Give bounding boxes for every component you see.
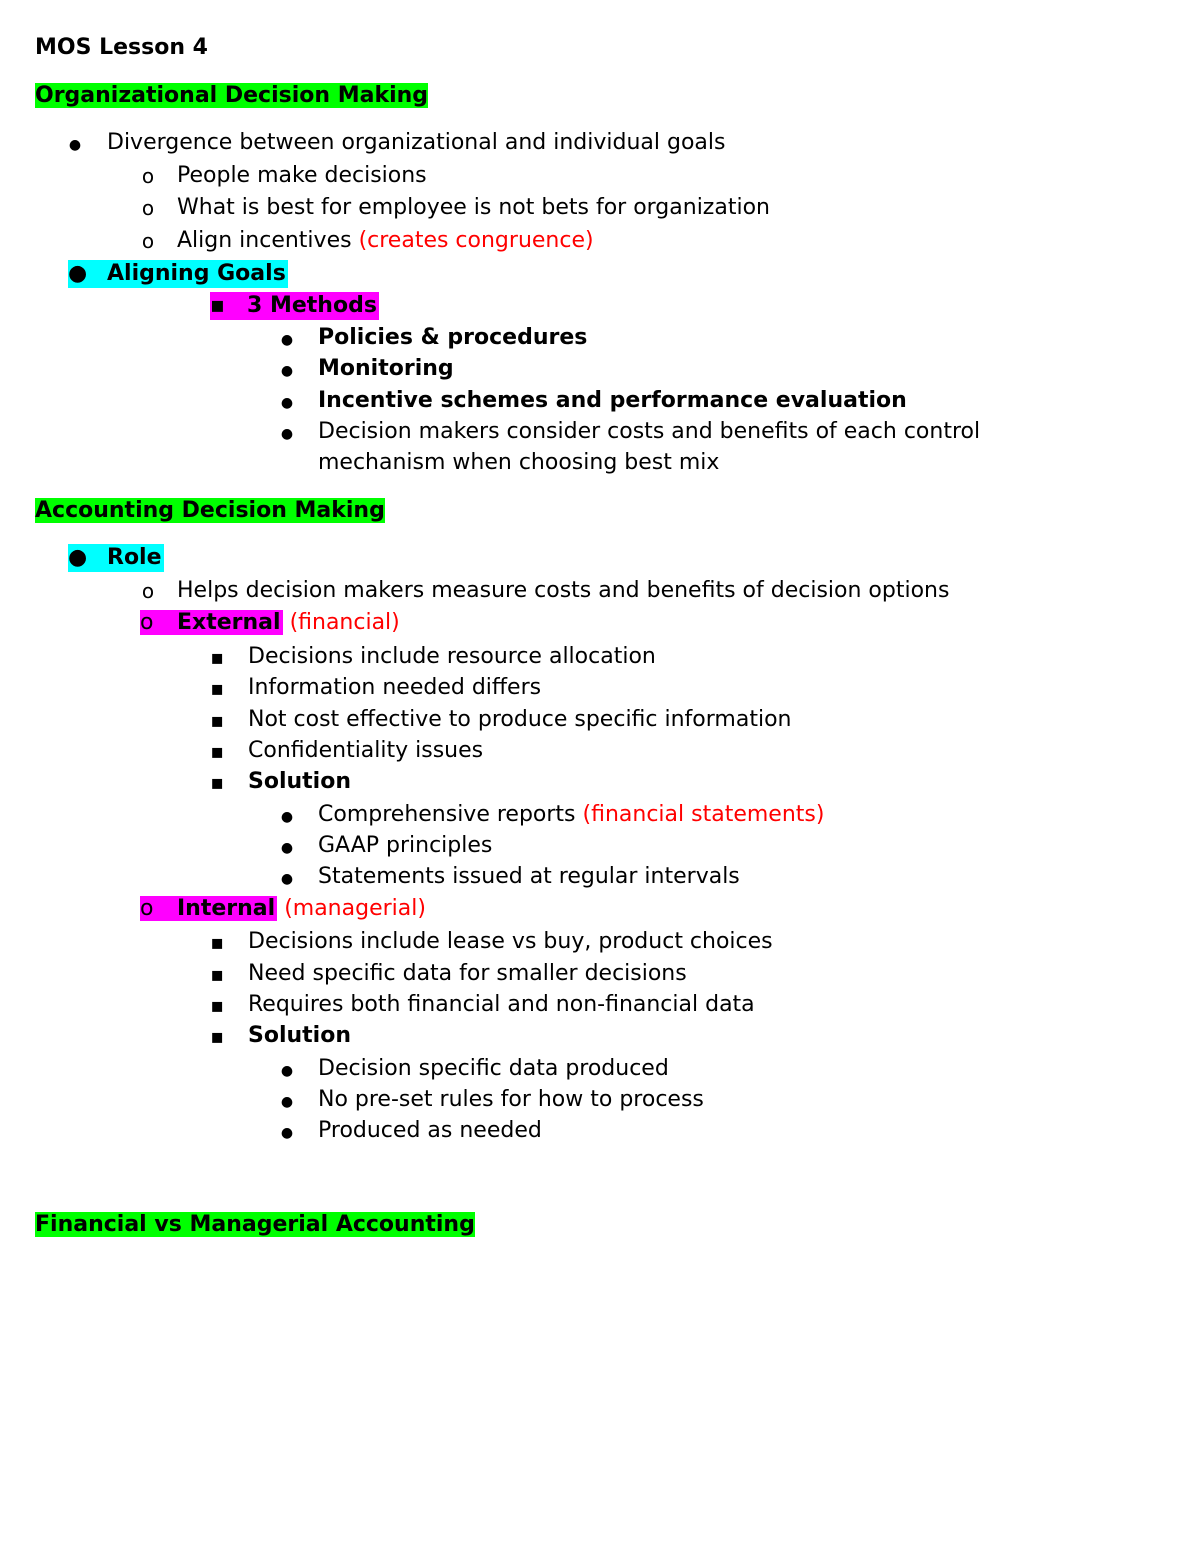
item-text: Align incentives xyxy=(177,228,352,253)
circle-bullet-icon xyxy=(137,162,159,191)
list-item: Need specific data for smaller decisions xyxy=(248,961,687,986)
item-text: Role xyxy=(107,545,162,570)
heading-text: Accounting Decision Making xyxy=(35,498,385,523)
square-bullet-icon xyxy=(206,706,228,735)
square-bullet-icon: ▪ xyxy=(210,293,225,318)
list-item: GAAP principles xyxy=(318,833,493,858)
item-text: Internal xyxy=(177,896,276,921)
list-item: Decisions include lease vs buy, product choices xyxy=(248,929,773,954)
section-heading-organizational xyxy=(35,82,428,110)
list-item-3-methods xyxy=(210,292,379,320)
list-item: Produced as needed xyxy=(318,1118,542,1143)
square-bullet-icon xyxy=(206,737,228,766)
list-item: Requires both financial and non-financial data xyxy=(248,992,755,1017)
annotation-text: (creates congruence) xyxy=(358,228,594,253)
annotation-text: (financial statements) xyxy=(582,802,825,827)
list-item: Statements issued at regular intervals xyxy=(318,864,740,889)
list-item: What is best for employee is not bets for organization xyxy=(177,195,770,220)
list-item: Decisions include resource allocation xyxy=(248,644,656,669)
square-bullet-icon xyxy=(206,674,228,703)
page-title: MOS Lesson 4 xyxy=(35,35,208,60)
bullet-icon xyxy=(276,863,298,893)
highlighted-label xyxy=(140,610,283,635)
bullet-icon xyxy=(276,387,298,417)
list-item: Helps decision makers measure costs and benefits of decision options xyxy=(177,578,950,603)
list-item-continuation: mechanism when choosing best mix xyxy=(318,450,720,475)
list-item-internal xyxy=(140,895,426,923)
list-item: Divergence between organizational and individual goals xyxy=(107,130,726,155)
square-bullet-icon xyxy=(206,768,228,797)
list-item: No pre-set rules for how to process xyxy=(318,1087,704,1112)
list-item xyxy=(177,227,594,255)
list-item: Monitoring xyxy=(318,356,454,381)
bullet-icon xyxy=(64,129,86,159)
item-text: 3 Methods xyxy=(247,293,377,318)
bullet-icon xyxy=(276,418,298,448)
list-item: Not cost effective to produce specific information xyxy=(248,707,792,732)
circle-bullet-icon xyxy=(137,577,159,606)
circle-bullet-icon: o xyxy=(140,610,154,635)
list-item: Information needed differs xyxy=(248,675,542,700)
list-item: People make decisions xyxy=(177,163,427,188)
square-bullet-icon xyxy=(206,1022,228,1051)
item-text: Comprehensive reports xyxy=(318,802,576,827)
bullet-icon xyxy=(276,355,298,385)
square-bullet-icon xyxy=(206,960,228,989)
list-item: Policies & procedures xyxy=(318,325,588,350)
highlighted-label xyxy=(140,896,277,921)
list-item: Solution xyxy=(248,1023,351,1048)
item-text: External xyxy=(177,610,281,635)
list-item: Decision specific data produced xyxy=(318,1056,669,1081)
bullet-icon xyxy=(276,801,298,831)
bullet-icon xyxy=(276,1055,298,1085)
list-item-aligning-goals xyxy=(68,260,288,288)
circle-bullet-icon xyxy=(137,194,159,223)
list-item xyxy=(318,801,824,829)
bullet-icon xyxy=(276,832,298,862)
section-heading-accounting xyxy=(35,497,385,525)
list-item: Solution xyxy=(248,769,351,794)
bullet-icon xyxy=(276,324,298,354)
bullet-icon: ● xyxy=(68,545,88,570)
bullet-icon xyxy=(276,1086,298,1116)
section-heading-financial-vs-managerial xyxy=(35,1211,475,1239)
list-item-role xyxy=(68,544,164,572)
annotation-text: (managerial) xyxy=(284,896,426,921)
circle-bullet-icon xyxy=(137,227,159,256)
square-bullet-icon xyxy=(206,991,228,1020)
annotation-text: (financial) xyxy=(289,610,400,635)
list-item: Incentive schemes and performance evaluation xyxy=(318,388,907,413)
item-text: Aligning Goals xyxy=(107,261,286,286)
bullet-icon: ● xyxy=(68,261,88,286)
list-item: Decision makers consider costs and benefits of each control xyxy=(318,419,981,444)
square-bullet-icon xyxy=(206,643,228,672)
list-item-external xyxy=(140,609,400,637)
list-item: Confidentiality issues xyxy=(248,738,484,763)
heading-text: Organizational Decision Making xyxy=(35,83,429,108)
bullet-icon xyxy=(276,1117,298,1147)
square-bullet-icon xyxy=(206,928,228,957)
heading-text: Financial vs Managerial Accounting xyxy=(35,1212,475,1237)
circle-bullet-icon: o xyxy=(140,896,154,921)
